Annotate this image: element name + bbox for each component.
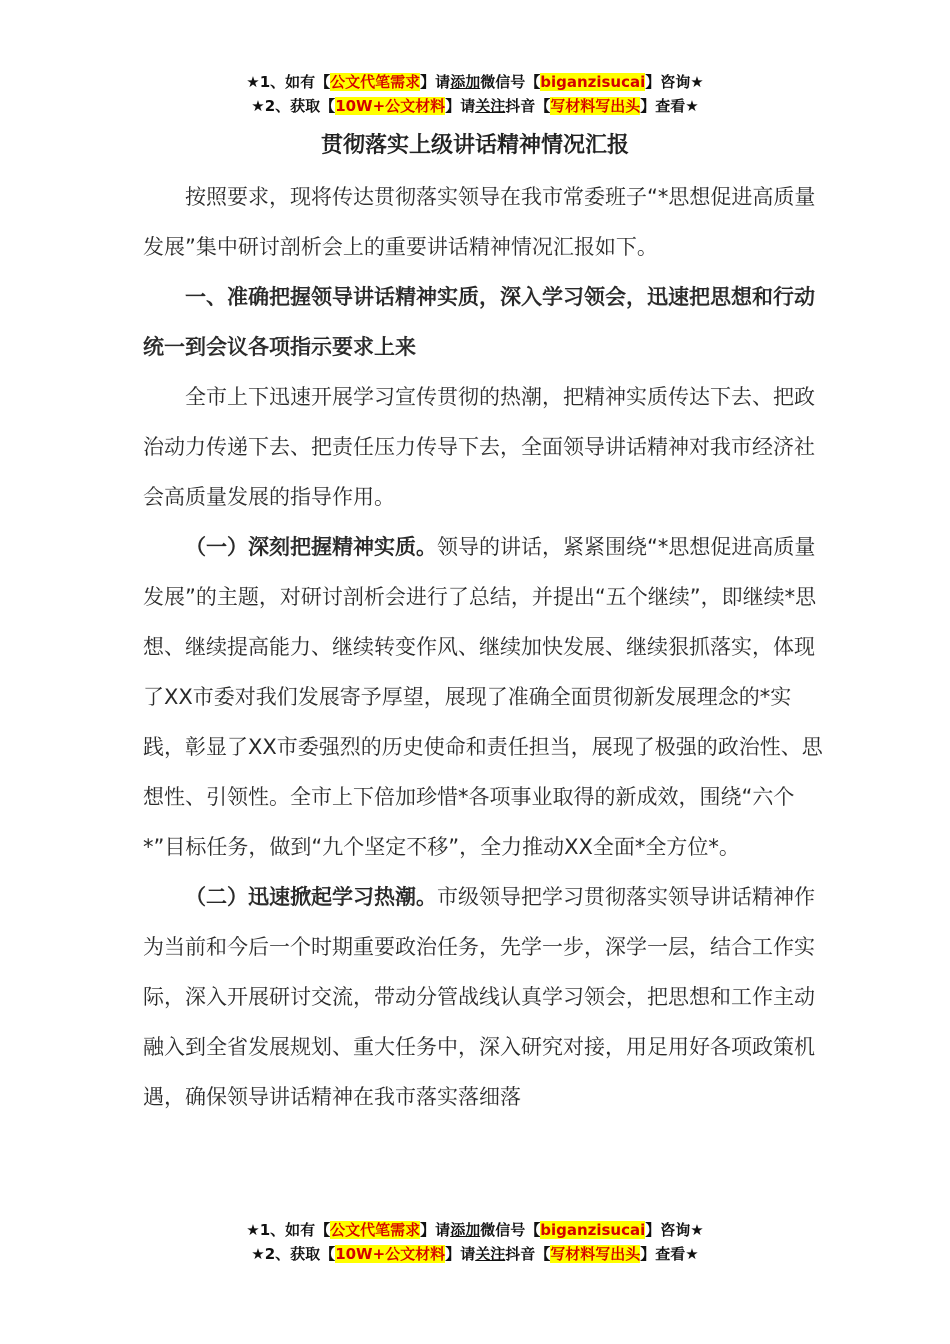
subsection-1-lead: （一）深刻把握精神实质。 xyxy=(185,535,437,559)
promo-line-2: ★2、获取【10W+公文材料】请关注抖音【写材料写出头】查看★ xyxy=(251,97,699,115)
highlight-wechat-id: biganzisucai xyxy=(540,73,646,91)
highlight-materials: 10W+公文材料 xyxy=(335,97,446,115)
document-title: 贯彻落实上级讲话精神情况汇报 xyxy=(320,133,629,158)
section-heading-1: 一、准确把握领导讲话精神实质，深入学习领会，迅速把思想和行动统一到会议各项指示要求上来 xyxy=(143,285,815,359)
subsection-2-lead: （二）迅速掀起学习热潮。 xyxy=(185,885,437,909)
highlight-service: 公文代笔需求 xyxy=(330,73,421,91)
promo-line-2: ★2、获取【10W+公文材料】请关注抖音【写材料写出头】查看★ xyxy=(251,1245,699,1263)
subsection-2 xyxy=(143,872,823,1122)
promo-banner-top xyxy=(0,70,950,118)
highlight-wechat-id: biganzisucai xyxy=(540,1221,646,1239)
highlight-douyin: 写材料写出头 xyxy=(550,1245,641,1263)
subsection-1 xyxy=(143,522,823,872)
promo-banner-bottom xyxy=(0,1218,950,1266)
intro-paragraph: 按照要求，现将传达贯彻落实领导在我市常委班子“*思想促进高质量发展”集中研讨剖析会上的重要讲话精神情况汇报如下。 xyxy=(143,185,816,259)
paragraph-1: 全市上下迅速开展学习宣传贯彻的热潮，把精神实质传达下去、把政治动力传递下去、把责任压力传导下去，全面领导讲话精神对我市经济社会高质量发展的指导作用。 xyxy=(143,385,815,509)
document-body xyxy=(143,172,823,1122)
highlight-douyin: 写材料写出头 xyxy=(550,97,641,115)
promo-line-1: ★1、如有【公文代笔需求】请添加微信号【biganzisucai】咨询★ xyxy=(246,1221,704,1239)
subsection-2-text: 市级领导把学习贯彻落实领导讲话精神作为当前和今后一个时期重要政治任务，先学一步，深学一层，结合工作实际，深入开展研讨交流，带动分管战线认真学习领会，把思想和工作主动融入到全省发展规划、重大任务中，深入研究对接，用足用好各项政策机遇，确保领导讲话精神在我市落实落细落 xyxy=(143,885,815,1109)
highlight-service: 公文代笔需求 xyxy=(330,1221,421,1239)
highlight-materials: 10W+公文材料 xyxy=(335,1245,446,1263)
subsection-1-text: 领导的讲话，紧紧围绕“*思想促进高质量发展”的主题，对研讨剖析会进行了总结，并提出“五个继续”，即继续*思想、继续提高能力、继续转变作风、继续加快发展、继续狠抓落实，体现了XX市委对我们发展寄予厚望，展现了准确全面贯彻新发展理念的*实践，彰显了XX市委强烈的历史使命和责任担当，展现了极强的政治性、思想性、引领性。全市上下倍加珍惜*各项事业取得的新成效，围绕“六个*”目标任务，做到“九个坚定不移”，全力推动XX全面*全方位*。 xyxy=(143,535,823,859)
promo-line-1: ★1、如有【公文代笔需求】请添加微信号【biganzisucai】咨询★ xyxy=(246,73,704,91)
